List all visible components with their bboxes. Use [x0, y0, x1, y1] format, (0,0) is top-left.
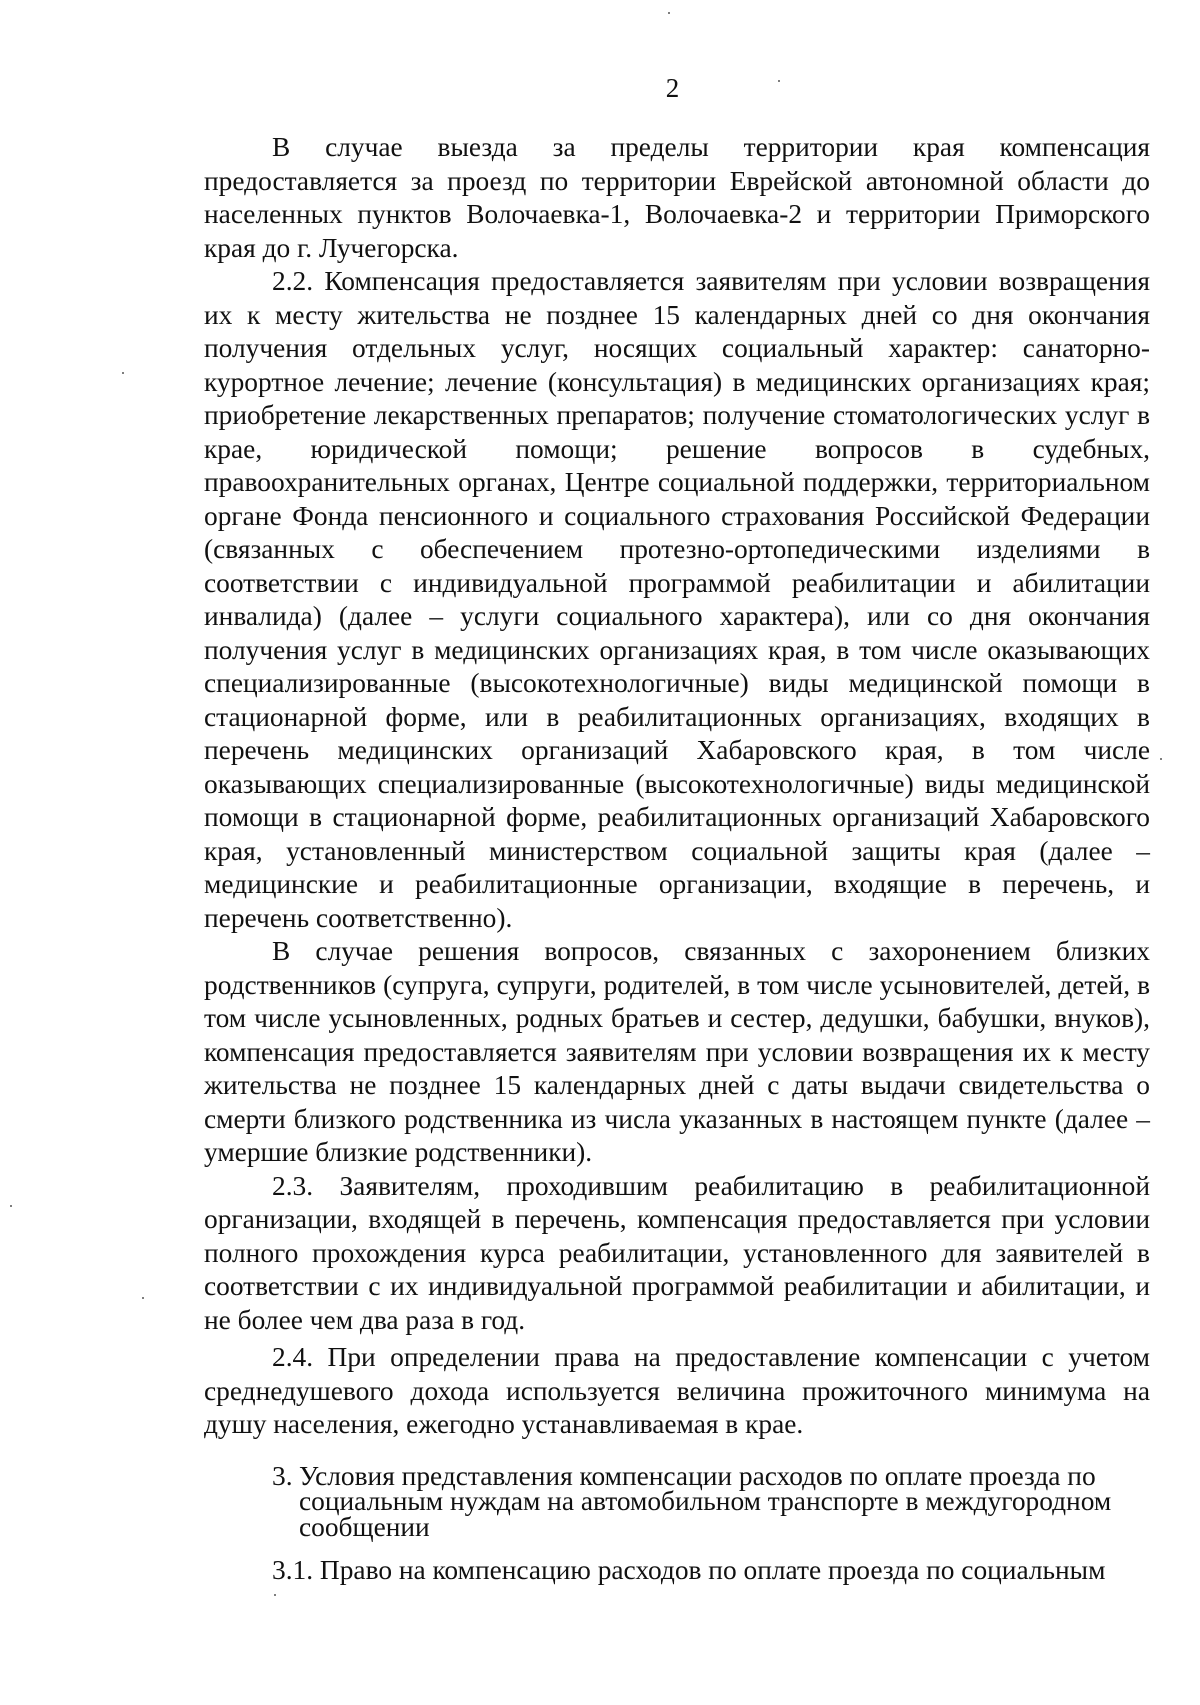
page-number: 2 — [665, 73, 680, 103]
paragraph-2-3: 2.3. Заявителям, проходившим реабилитацию в реабилитационной организации, входящей в перечень, компенсация предоставляется при условии полного прохождения курса реабилитации, установленного для заявителей в соответствии с их индивидуальной программой реабилитации и абилитации, и не более чем два раза в год. — [204, 1170, 1150, 1335]
section-3-number: 3. — [272, 1460, 293, 1491]
scan-speck — [142, 1297, 144, 1299]
section-3-heading — [272, 1460, 1150, 1542]
document-body — [204, 131, 1150, 1588]
paragraph-3-1: 3.1. Право на компенсацию расходов по оплате проезда по социальным — [272, 1555, 1106, 1585]
scan-speck — [1160, 758, 1162, 760]
scan-speck — [10, 1205, 12, 1207]
scan-speck — [778, 80, 780, 82]
paragraph-2-4: 2.4. При определении права на предоставление компенсации с учетом среднедушевого дохода используется величина прожиточного минимума на душу населения, ежегодно устанавливаемая в крае. — [204, 1342, 1150, 1439]
paragraph-travel-outside-region: В случае выезда за пределы территории края компенсация предоставляется за проезд по территории Еврейской автономной области до населенных пунктов Волочаевка-1, Волочаевка-2 и территории Приморского края до г. Лучегорска. — [204, 132, 1150, 263]
scan-speck — [274, 1594, 276, 1596]
section-3-title: Условия представления компенсации расходов по оплате проезда по социальным нуждам на автомобильном транспорте в междугородном сообщении — [299, 1460, 1112, 1542]
scan-speck — [668, 12, 670, 14]
paragraph-burial-relatives: В случае решения вопросов, связанных с захоронением близких родственников (супруга, супруги, родителей, в том числе усыновителей, детей, в том числе усыновленных, родных братьев и сестер, дедушки, бабушки, внуков), компенсация предоставляется заявителям при условии возвращения их к месту жительства не позднее 15 календарных дней с даты выдачи свидетельства о смерти близкого родственника из числа указанных в настоящем пункте (далее – умершие близкие родственники). — [204, 936, 1150, 1167]
scan-speck — [122, 372, 124, 374]
paragraph-2-2: 2.2. Компенсация предоставляется заявителям при условии возвращения их к месту жительства не позднее 15 календарных дней со дня окончания получения отдельных услуг, носящих социальный характер: санаторно-курортное лечение; лечение (консультация) в медицинских организациях края; приобретение лекарственных препаратов; получение стоматологических услуг в крае, юридической помощи; решение вопросов в судебных, правоохранительных органах, Центре социальной поддержки, территориальном органе Фонда пенсионного и социального страхования Российской Федерации (связанных с обеспечением протезно-ортопедическими изделиями в соответствии с индивидуальной программой реабилитации и абилитации инвалида) (далее – услуги социального характера), или со дня окончания получения услуг в медицинских организациях края, в том числе оказывающих специализированные (высокотехнологичные) виды медицинской помощи в стационарной форме, или в реабилитационных организациях, входящих в перечень медицинских организаций Хабаровского края, в том числе оказывающих специализированные (высокотехнологичные) виды медицинской помощи в стационарной форме, реабилитационных организаций Хабаровского края, установленный министерством социальной защиты края (далее – медицинские и реабилитационные организации, входящие в перечень, и перечень соответственно). — [204, 266, 1150, 933]
